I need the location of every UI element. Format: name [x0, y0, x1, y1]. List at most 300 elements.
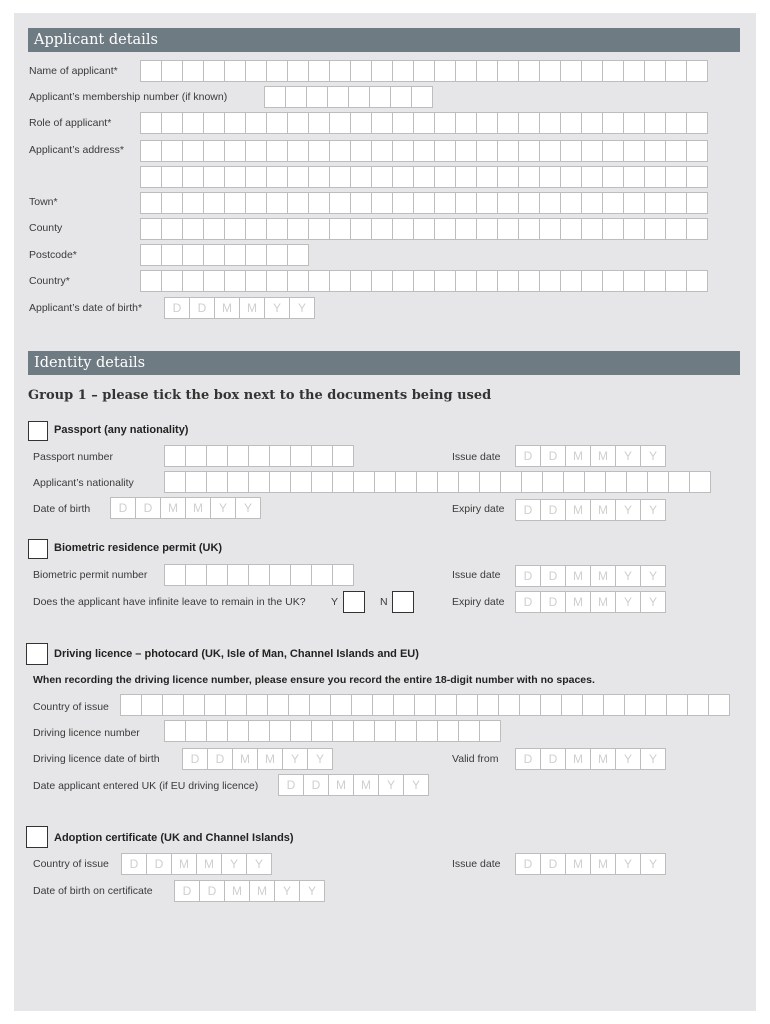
- char-cell[interactable]: [371, 192, 393, 214]
- char-cell[interactable]: [561, 694, 583, 716]
- char-cell[interactable]: [185, 471, 207, 493]
- char-cell[interactable]: [623, 60, 645, 82]
- char-cell[interactable]: [369, 86, 391, 108]
- char-cell[interactable]: [372, 694, 394, 716]
- char-cell[interactable]: [584, 471, 606, 493]
- char-cell[interactable]: [224, 60, 246, 82]
- date-cell[interactable]: M: [590, 445, 616, 467]
- dl-valid-from-input[interactable]: [515, 748, 666, 770]
- char-cell[interactable]: [161, 166, 183, 188]
- date-cell[interactable]: D: [540, 591, 566, 613]
- char-cell[interactable]: [269, 720, 291, 742]
- char-cell[interactable]: [455, 112, 477, 134]
- char-cell[interactable]: [182, 270, 204, 292]
- char-cell[interactable]: [227, 720, 249, 742]
- char-cell[interactable]: [644, 166, 666, 188]
- date-cell[interactable]: M: [196, 853, 222, 875]
- char-cell[interactable]: [164, 471, 186, 493]
- char-cell[interactable]: [665, 218, 687, 240]
- date-cell[interactable]: D: [110, 497, 136, 519]
- char-cell[interactable]: [182, 140, 204, 162]
- driving-licence-checkbox[interactable]: [26, 643, 48, 665]
- char-cell[interactable]: [161, 270, 183, 292]
- char-cell[interactable]: [392, 192, 414, 214]
- char-cell[interactable]: [161, 60, 183, 82]
- char-cell[interactable]: [623, 270, 645, 292]
- char-cell[interactable]: [140, 218, 162, 240]
- char-cell[interactable]: [266, 166, 288, 188]
- date-cell[interactable]: Y: [264, 297, 290, 319]
- date-cell[interactable]: D: [540, 748, 566, 770]
- char-cell[interactable]: [206, 564, 228, 586]
- date-cell[interactable]: Y: [615, 499, 641, 521]
- char-cell[interactable]: [390, 86, 412, 108]
- char-cell[interactable]: [665, 112, 687, 134]
- char-cell[interactable]: [458, 471, 480, 493]
- char-cell[interactable]: [518, 192, 540, 214]
- char-cell[interactable]: [287, 270, 309, 292]
- char-cell[interactable]: [120, 694, 142, 716]
- nationality-input[interactable]: [164, 471, 711, 493]
- leave-yes-checkbox[interactable]: [343, 591, 365, 613]
- char-cell[interactable]: [665, 166, 687, 188]
- char-cell[interactable]: [393, 694, 415, 716]
- char-cell[interactable]: [665, 270, 687, 292]
- date-cell[interactable]: M: [565, 748, 591, 770]
- char-cell[interactable]: [161, 112, 183, 134]
- char-cell[interactable]: [266, 244, 288, 266]
- date-cell[interactable]: Y: [640, 748, 666, 770]
- date-cell[interactable]: D: [146, 853, 172, 875]
- char-cell[interactable]: [245, 244, 267, 266]
- char-cell[interactable]: [204, 694, 226, 716]
- adoption-issue-date-input[interactable]: [515, 853, 666, 875]
- char-cell[interactable]: [560, 112, 582, 134]
- char-cell[interactable]: [413, 60, 435, 82]
- char-cell[interactable]: [140, 140, 162, 162]
- char-cell[interactable]: [264, 86, 286, 108]
- char-cell[interactable]: [203, 60, 225, 82]
- date-cell[interactable]: M: [565, 499, 591, 521]
- char-cell[interactable]: [329, 218, 351, 240]
- char-cell[interactable]: [497, 192, 519, 214]
- date-cell[interactable]: D: [515, 591, 541, 613]
- char-cell[interactable]: [686, 140, 708, 162]
- char-cell[interactable]: [435, 694, 457, 716]
- char-cell[interactable]: [161, 218, 183, 240]
- char-cell[interactable]: [371, 60, 393, 82]
- char-cell[interactable]: [248, 445, 270, 467]
- char-cell[interactable]: [603, 694, 625, 716]
- char-cell[interactable]: [518, 112, 540, 134]
- char-cell[interactable]: [414, 694, 436, 716]
- char-cell[interactable]: [413, 166, 435, 188]
- char-cell[interactable]: [686, 166, 708, 188]
- char-cell[interactable]: [644, 270, 666, 292]
- char-cell[interactable]: [183, 694, 205, 716]
- char-cell[interactable]: [164, 564, 186, 586]
- char-cell[interactable]: [245, 140, 267, 162]
- char-cell[interactable]: [413, 112, 435, 134]
- char-cell[interactable]: [665, 60, 687, 82]
- date-cell[interactable]: Y: [403, 774, 429, 796]
- char-cell[interactable]: [203, 244, 225, 266]
- char-cell[interactable]: [623, 218, 645, 240]
- char-cell[interactable]: [374, 720, 396, 742]
- date-cell[interactable]: D: [121, 853, 147, 875]
- date-cell[interactable]: M: [565, 445, 591, 467]
- char-cell[interactable]: [539, 140, 561, 162]
- char-cell[interactable]: [164, 720, 186, 742]
- char-cell[interactable]: [329, 60, 351, 82]
- char-cell[interactable]: [185, 445, 207, 467]
- char-cell[interactable]: [413, 270, 435, 292]
- char-cell[interactable]: [227, 471, 249, 493]
- char-cell[interactable]: [224, 218, 246, 240]
- date-cell[interactable]: Y: [299, 880, 325, 902]
- date-cell[interactable]: D: [182, 748, 208, 770]
- char-cell[interactable]: [500, 471, 522, 493]
- char-cell[interactable]: [395, 471, 417, 493]
- char-cell[interactable]: [353, 471, 375, 493]
- char-cell[interactable]: [350, 270, 372, 292]
- char-cell[interactable]: [329, 270, 351, 292]
- char-cell[interactable]: [581, 140, 603, 162]
- char-cell[interactable]: [602, 112, 624, 134]
- char-cell[interactable]: [203, 270, 225, 292]
- char-cell[interactable]: [332, 471, 354, 493]
- char-cell[interactable]: [623, 192, 645, 214]
- char-cell[interactable]: [434, 60, 456, 82]
- char-cell[interactable]: [308, 112, 330, 134]
- char-cell[interactable]: [245, 218, 267, 240]
- char-cell[interactable]: [332, 720, 354, 742]
- date-cell[interactable]: M: [214, 297, 240, 319]
- char-cell[interactable]: [311, 564, 333, 586]
- char-cell[interactable]: [164, 445, 186, 467]
- name-input[interactable]: [140, 60, 708, 82]
- char-cell[interactable]: [248, 564, 270, 586]
- address-line-1-input[interactable]: [140, 140, 708, 162]
- char-cell[interactable]: [581, 166, 603, 188]
- char-cell[interactable]: [227, 564, 249, 586]
- char-cell[interactable]: [686, 218, 708, 240]
- date-cell[interactable]: D: [540, 853, 566, 875]
- char-cell[interactable]: [455, 218, 477, 240]
- date-cell[interactable]: M: [565, 565, 591, 587]
- char-cell[interactable]: [224, 140, 246, 162]
- char-cell[interactable]: [206, 720, 228, 742]
- char-cell[interactable]: [245, 60, 267, 82]
- char-cell[interactable]: [605, 471, 627, 493]
- char-cell[interactable]: [269, 564, 291, 586]
- char-cell[interactable]: [434, 140, 456, 162]
- char-cell[interactable]: [371, 218, 393, 240]
- date-cell[interactable]: M: [590, 565, 616, 587]
- char-cell[interactable]: [518, 166, 540, 188]
- char-cell[interactable]: [666, 694, 688, 716]
- char-cell[interactable]: [140, 270, 162, 292]
- char-cell[interactable]: [224, 192, 246, 214]
- char-cell[interactable]: [560, 140, 582, 162]
- char-cell[interactable]: [455, 166, 477, 188]
- date-cell[interactable]: M: [232, 748, 258, 770]
- char-cell[interactable]: [518, 60, 540, 82]
- char-cell[interactable]: [206, 445, 228, 467]
- char-cell[interactable]: [455, 192, 477, 214]
- char-cell[interactable]: [476, 166, 498, 188]
- date-cell[interactable]: Y: [378, 774, 404, 796]
- char-cell[interactable]: [287, 112, 309, 134]
- char-cell[interactable]: [266, 218, 288, 240]
- char-cell[interactable]: [182, 60, 204, 82]
- char-cell[interactable]: [392, 218, 414, 240]
- passport-checkbox[interactable]: [28, 421, 48, 441]
- char-cell[interactable]: [479, 720, 501, 742]
- char-cell[interactable]: [645, 694, 667, 716]
- applicant-dob-input[interactable]: [164, 297, 315, 319]
- char-cell[interactable]: [353, 720, 375, 742]
- char-cell[interactable]: [140, 192, 162, 214]
- char-cell[interactable]: [602, 270, 624, 292]
- char-cell[interactable]: [560, 192, 582, 214]
- char-cell[interactable]: [602, 60, 624, 82]
- char-cell[interactable]: [350, 166, 372, 188]
- char-cell[interactable]: [560, 60, 582, 82]
- char-cell[interactable]: [266, 192, 288, 214]
- adoption-country-input[interactable]: [121, 853, 272, 875]
- char-cell[interactable]: [581, 112, 603, 134]
- char-cell[interactable]: [350, 140, 372, 162]
- char-cell[interactable]: [434, 270, 456, 292]
- date-cell[interactable]: M: [249, 880, 275, 902]
- char-cell[interactable]: [306, 86, 328, 108]
- char-cell[interactable]: [266, 140, 288, 162]
- char-cell[interactable]: [563, 471, 585, 493]
- char-cell[interactable]: [269, 445, 291, 467]
- date-cell[interactable]: D: [278, 774, 304, 796]
- passport-dob-input[interactable]: [110, 497, 261, 519]
- char-cell[interactable]: [497, 166, 519, 188]
- char-cell[interactable]: [582, 694, 604, 716]
- char-cell[interactable]: [497, 140, 519, 162]
- char-cell[interactable]: [266, 270, 288, 292]
- char-cell[interactable]: [686, 192, 708, 214]
- char-cell[interactable]: [476, 218, 498, 240]
- char-cell[interactable]: [476, 192, 498, 214]
- char-cell[interactable]: [329, 112, 351, 134]
- char-cell[interactable]: [392, 112, 414, 134]
- dl-country-input[interactable]: [120, 694, 730, 716]
- char-cell[interactable]: [311, 445, 333, 467]
- char-cell[interactable]: [308, 218, 330, 240]
- char-cell[interactable]: [267, 694, 289, 716]
- char-cell[interactable]: [350, 112, 372, 134]
- date-cell[interactable]: D: [199, 880, 225, 902]
- char-cell[interactable]: [287, 192, 309, 214]
- date-cell[interactable]: D: [189, 297, 215, 319]
- char-cell[interactable]: [311, 720, 333, 742]
- char-cell[interactable]: [182, 244, 204, 266]
- char-cell[interactable]: [602, 192, 624, 214]
- char-cell[interactable]: [287, 60, 309, 82]
- date-cell[interactable]: Y: [221, 853, 247, 875]
- char-cell[interactable]: [686, 60, 708, 82]
- char-cell[interactable]: [602, 140, 624, 162]
- char-cell[interactable]: [497, 60, 519, 82]
- char-cell[interactable]: [392, 60, 414, 82]
- char-cell[interactable]: [311, 471, 333, 493]
- passport-issue-date-input[interactable]: [515, 445, 666, 467]
- char-cell[interactable]: [203, 112, 225, 134]
- char-cell[interactable]: [203, 166, 225, 188]
- char-cell[interactable]: [539, 166, 561, 188]
- char-cell[interactable]: [521, 471, 543, 493]
- char-cell[interactable]: [687, 694, 709, 716]
- char-cell[interactable]: [560, 270, 582, 292]
- char-cell[interactable]: [308, 140, 330, 162]
- date-cell[interactable]: Y: [640, 565, 666, 587]
- date-cell[interactable]: Y: [640, 499, 666, 521]
- char-cell[interactable]: [476, 112, 498, 134]
- char-cell[interactable]: [392, 140, 414, 162]
- char-cell[interactable]: [686, 112, 708, 134]
- char-cell[interactable]: [309, 694, 331, 716]
- char-cell[interactable]: [581, 270, 603, 292]
- char-cell[interactable]: [413, 192, 435, 214]
- char-cell[interactable]: [140, 60, 162, 82]
- char-cell[interactable]: [413, 140, 435, 162]
- date-cell[interactable]: Y: [615, 591, 641, 613]
- char-cell[interactable]: [203, 140, 225, 162]
- date-cell[interactable]: D: [540, 565, 566, 587]
- date-cell[interactable]: Y: [274, 880, 300, 902]
- char-cell[interactable]: [332, 445, 354, 467]
- char-cell[interactable]: [182, 166, 204, 188]
- char-cell[interactable]: [308, 60, 330, 82]
- char-cell[interactable]: [245, 192, 267, 214]
- char-cell[interactable]: [140, 112, 162, 134]
- address-line-2-input[interactable]: [140, 166, 708, 188]
- char-cell[interactable]: [477, 694, 499, 716]
- char-cell[interactable]: [329, 140, 351, 162]
- date-cell[interactable]: M: [328, 774, 354, 796]
- char-cell[interactable]: [224, 166, 246, 188]
- char-cell[interactable]: [644, 192, 666, 214]
- char-cell[interactable]: [455, 270, 477, 292]
- adoption-checkbox[interactable]: [26, 826, 48, 848]
- date-cell[interactable]: M: [590, 853, 616, 875]
- date-cell[interactable]: Y: [615, 748, 641, 770]
- date-cell[interactable]: D: [515, 499, 541, 521]
- char-cell[interactable]: [539, 270, 561, 292]
- role-input[interactable]: [140, 112, 708, 134]
- char-cell[interactable]: [245, 166, 267, 188]
- membership-input[interactable]: [264, 86, 433, 108]
- char-cell[interactable]: [644, 112, 666, 134]
- char-cell[interactable]: [518, 270, 540, 292]
- passport-expiry-date-input[interactable]: [515, 499, 666, 521]
- char-cell[interactable]: [371, 166, 393, 188]
- char-cell[interactable]: [581, 192, 603, 214]
- char-cell[interactable]: [329, 192, 351, 214]
- leave-no-checkbox[interactable]: [392, 591, 414, 613]
- date-cell[interactable]: Y: [210, 497, 236, 519]
- date-cell[interactable]: M: [171, 853, 197, 875]
- date-cell[interactable]: M: [590, 748, 616, 770]
- country-input[interactable]: [140, 270, 708, 292]
- date-cell[interactable]: D: [207, 748, 233, 770]
- char-cell[interactable]: [539, 192, 561, 214]
- char-cell[interactable]: [203, 218, 225, 240]
- char-cell[interactable]: [476, 140, 498, 162]
- char-cell[interactable]: [416, 471, 438, 493]
- char-cell[interactable]: [665, 192, 687, 214]
- char-cell[interactable]: [287, 166, 309, 188]
- char-cell[interactable]: [434, 218, 456, 240]
- char-cell[interactable]: [644, 218, 666, 240]
- char-cell[interactable]: [602, 218, 624, 240]
- char-cell[interactable]: [371, 270, 393, 292]
- char-cell[interactable]: [224, 112, 246, 134]
- char-cell[interactable]: [308, 192, 330, 214]
- dl-dob-input[interactable]: [182, 748, 333, 770]
- char-cell[interactable]: [162, 694, 184, 716]
- char-cell[interactable]: [161, 140, 183, 162]
- entered-uk-input[interactable]: [278, 774, 429, 796]
- char-cell[interactable]: [141, 694, 163, 716]
- char-cell[interactable]: [266, 60, 288, 82]
- char-cell[interactable]: [327, 86, 349, 108]
- date-cell[interactable]: D: [515, 445, 541, 467]
- char-cell[interactable]: [185, 564, 207, 586]
- char-cell[interactable]: [540, 694, 562, 716]
- char-cell[interactable]: [455, 140, 477, 162]
- char-cell[interactable]: [647, 471, 669, 493]
- char-cell[interactable]: [287, 218, 309, 240]
- char-cell[interactable]: [350, 60, 372, 82]
- char-cell[interactable]: [392, 270, 414, 292]
- char-cell[interactable]: [623, 140, 645, 162]
- char-cell[interactable]: [248, 720, 270, 742]
- char-cell[interactable]: [434, 192, 456, 214]
- char-cell[interactable]: [308, 270, 330, 292]
- char-cell[interactable]: [371, 140, 393, 162]
- date-cell[interactable]: Y: [246, 853, 272, 875]
- date-cell[interactable]: Y: [640, 591, 666, 613]
- date-cell[interactable]: D: [540, 445, 566, 467]
- char-cell[interactable]: [644, 60, 666, 82]
- char-cell[interactable]: [411, 86, 433, 108]
- char-cell[interactable]: [708, 694, 730, 716]
- char-cell[interactable]: [602, 166, 624, 188]
- char-cell[interactable]: [458, 720, 480, 742]
- char-cell[interactable]: [348, 86, 370, 108]
- date-cell[interactable]: D: [135, 497, 161, 519]
- char-cell[interactable]: [519, 694, 541, 716]
- char-cell[interactable]: [140, 166, 162, 188]
- date-cell[interactable]: Y: [289, 297, 315, 319]
- date-cell[interactable]: Y: [282, 748, 308, 770]
- char-cell[interactable]: [518, 218, 540, 240]
- char-cell[interactable]: [539, 218, 561, 240]
- char-cell[interactable]: [308, 166, 330, 188]
- char-cell[interactable]: [182, 218, 204, 240]
- char-cell[interactable]: [161, 192, 183, 214]
- char-cell[interactable]: [686, 270, 708, 292]
- char-cell[interactable]: [626, 471, 648, 493]
- char-cell[interactable]: [185, 720, 207, 742]
